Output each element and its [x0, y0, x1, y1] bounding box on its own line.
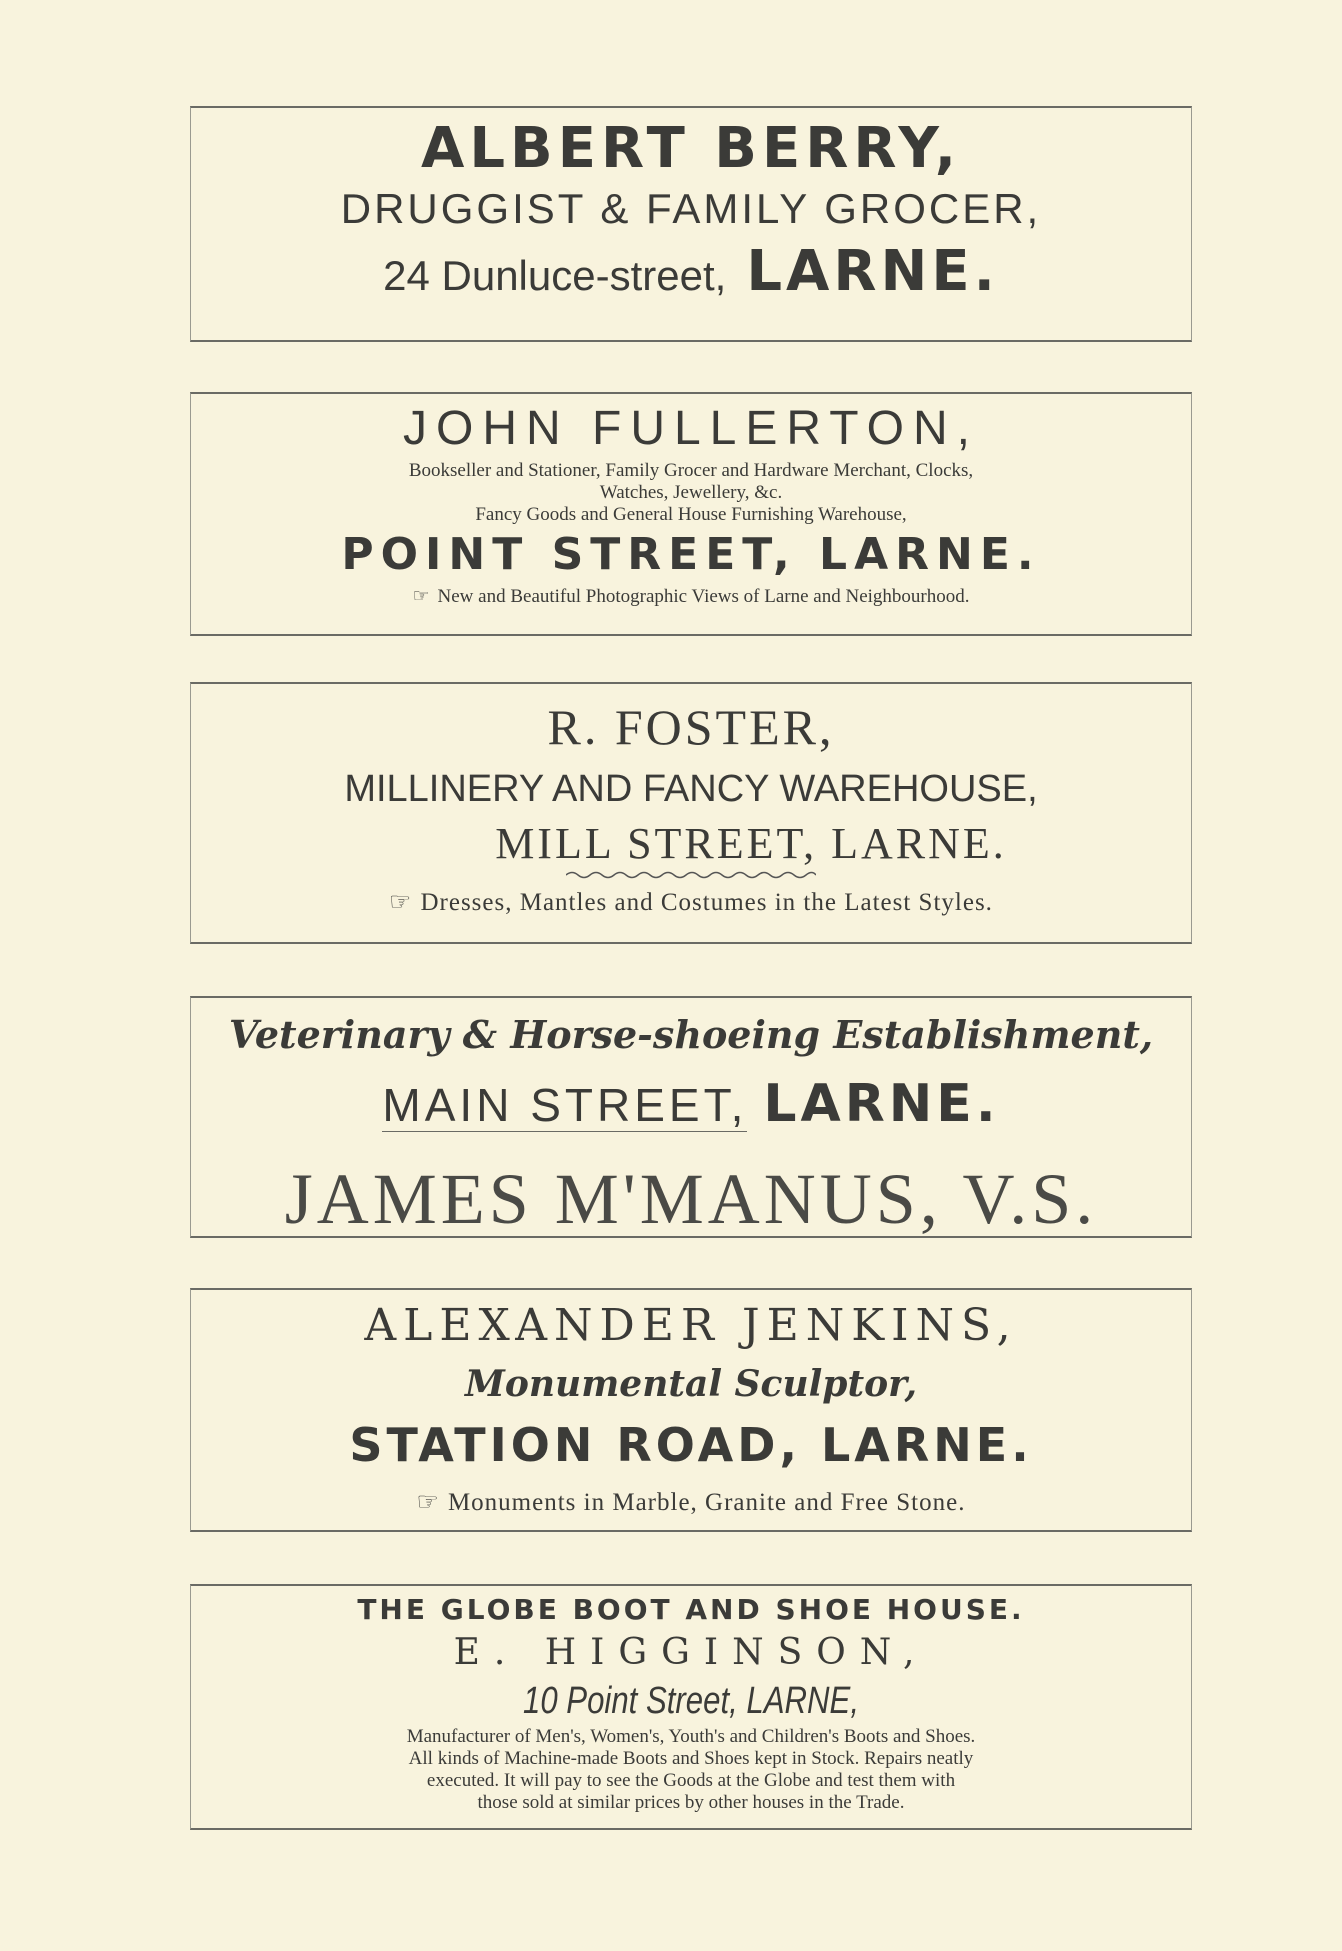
advert-note: ☞ New and Beautiful Photographic Views of Larne and Neighbourhood. — [412, 585, 970, 607]
advert-description-line: those sold at similar prices by other houses in the Trade. — [477, 1792, 905, 1813]
advert-address — [191, 236, 1191, 322]
advert-description-line: executed. It will pay to see the Goods at the Globe and test them with — [426, 1770, 956, 1791]
advert-name: JAMES M'MANUS, V.S. — [284, 1159, 1098, 1239]
advert-street: 24 Dunluce-street, — [383, 252, 727, 299]
advert-description-line: Bookseller and Stationer, Family Grocer and Hardware Merchant, Clocks, — [408, 460, 974, 481]
advert-r-foster — [190, 682, 1192, 944]
advert-trade: Monumental Sculptor, — [464, 1363, 917, 1405]
advert-town: LARNE. — [763, 1074, 1000, 1134]
advert-alexander-jenkins — [190, 1288, 1192, 1532]
advert-description-line: All kinds of Machine-made Boots and Shoes kept in Stock. Repairs neatly — [408, 1748, 974, 1769]
advert-name: ALEXANDER JENKINS, — [364, 1300, 1018, 1351]
advert-description-line: Watches, Jewellery, &c. — [599, 482, 783, 503]
advert-name: ALBERT BERRY, — [421, 116, 961, 181]
advert-trade: DRUGGIST & FAMILY GROCER, — [340, 185, 1042, 232]
advert-trade: MILLINERY AND FANCY WAREHOUSE, — [344, 768, 1038, 810]
advert-description-line: Fancy Goods and General House Furnishing Warehouse, — [475, 504, 907, 525]
advert-e-higginson — [190, 1584, 1192, 1830]
advert-note: ☞ Monuments in Marble, Granite and Free Stone. — [191, 1480, 1191, 1525]
advert-street: MAIN STREET, — [382, 1079, 748, 1131]
advert-name: E. HIGGINSON, — [453, 1632, 929, 1673]
advert-address: 10 Point Street, LARNE, — [522, 1680, 859, 1722]
pointing-hand-icon: ☞ — [412, 585, 430, 607]
advert-description-line: Manufacturer of Men's, Women's, Youth's and Children's Boots and Shoes. — [406, 1726, 976, 1747]
pointing-hand-icon: ☞ — [389, 887, 413, 916]
advert-address: POINT STREET, LARNE. — [341, 529, 1041, 580]
advert-address — [191, 1066, 1191, 1155]
advert-heading: THE GLOBE BOOT AND SHOE HOUSE. — [357, 1593, 1025, 1626]
advert-heading: Veterinary & Horse-shoeing Establishment, — [228, 1012, 1154, 1057]
advert-name: JOHN FULLERTON, — [403, 402, 979, 455]
advert-albert-berry — [190, 106, 1192, 342]
advert-name: R. FOSTER, — [547, 699, 835, 755]
advert-john-fullerton — [190, 392, 1192, 636]
pointing-hand-icon: ☞ — [416, 1487, 440, 1516]
advert-james-mmanus — [190, 996, 1192, 1238]
advert-town: LARNE. — [746, 239, 999, 304]
advert-address: MILL STREET, LARNE. — [495, 819, 1007, 868]
advert-note: ☞ Dresses, Mantles and Costumes in the Latest Styles. — [191, 882, 1191, 923]
advert-address: STATION ROAD, LARNE. — [349, 1418, 1033, 1472]
